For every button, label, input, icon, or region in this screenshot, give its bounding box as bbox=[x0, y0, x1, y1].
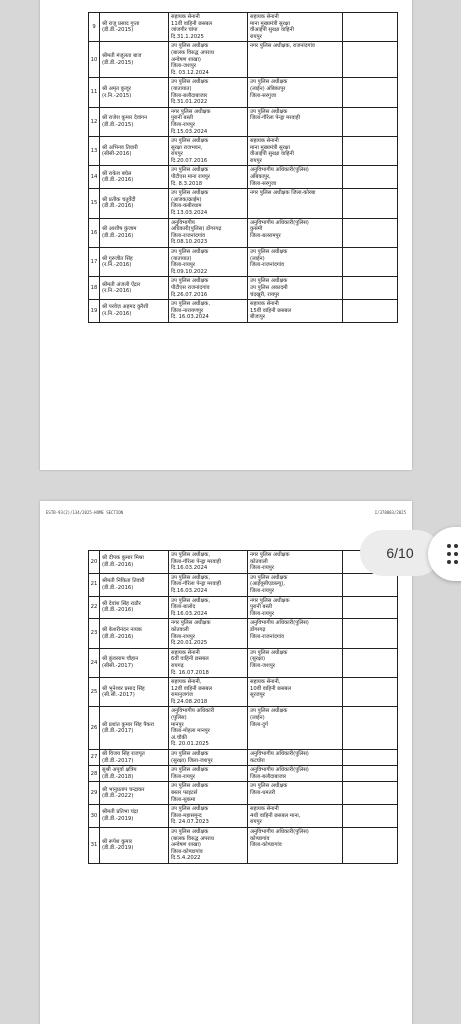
serial-number: 25 bbox=[89, 678, 100, 707]
remarks-cell bbox=[343, 707, 398, 750]
new-posting: उप पुलिस अधीक्षक (लाईन) जिला-दुर्ग bbox=[248, 707, 343, 750]
remarks-cell bbox=[343, 218, 398, 247]
document-page-5 bbox=[40, 0, 412, 470]
officer-name: श्री देवांश सिंह राठौर (डी.डी.-2016) bbox=[100, 596, 169, 619]
current-posting: नगर पुलिस अधीक्षक पुरानी बस्ती जिला-रायपुर दि.15.03.2024 bbox=[169, 107, 248, 136]
current-posting: उप पुलिस अधीक्षक (बालक विरुद्ध अपराध अन्वेषण शाखा) जिला-जशपुर दि. 03.12.2024 bbox=[169, 42, 248, 78]
officer-name: श्री केशरीनंदन नायक (डी.डी.-2016) bbox=[100, 619, 169, 648]
remarks-cell bbox=[343, 137, 398, 166]
current-posting: उप पुलिस अधीक्षक, जिला-नारायणपुर दि. 16.03.2024 bbox=[169, 300, 248, 323]
table-row bbox=[89, 678, 398, 707]
file-reference: ESTB-93(2)/134/2025-HOME SECTION bbox=[46, 510, 124, 515]
remarks-cell bbox=[343, 596, 398, 619]
table-row bbox=[89, 107, 398, 136]
remarks-cell bbox=[343, 678, 398, 707]
table-row bbox=[89, 248, 398, 277]
new-posting: अनुविभागीय अधिकारी(पुलिस) जिला-बलौदाबाजार bbox=[248, 766, 343, 782]
new-posting: उप पुलिस अधीक्षक उप पुलिस अकादमी चंदखुरी, रायपुर bbox=[248, 277, 343, 300]
new-posting: सहायक सेनानी, 10वीं वाहिनी छसबल सूरजपुर bbox=[248, 678, 343, 707]
current-posting: उप पुलिस अधीक्षक (यातायात) जिला-रायपुर दि.09.10.2022 bbox=[169, 248, 248, 277]
current-posting: उप पुलिस अधीक्षक, जिला-बालोद दि.16.03.2024 bbox=[169, 596, 248, 619]
table-row bbox=[89, 42, 398, 78]
officer-name: श्री रूपेश कुमार (डी.डी.-2019) bbox=[100, 827, 169, 863]
table-row bbox=[89, 750, 398, 766]
table-row bbox=[89, 189, 398, 218]
new-posting: नगर पुलिस अधीक्षक जिला-कोरबा bbox=[248, 189, 343, 218]
new-posting: नगर पुलिस अधीक्षक, राजनांदगांव bbox=[248, 42, 343, 78]
table-row bbox=[89, 78, 398, 107]
serial-number: 14 bbox=[89, 166, 100, 189]
current-posting: सहायक सेनानी 11वीं वाहिनी छसबल जांजगीर चांपा दि.31.1.2025 bbox=[169, 13, 248, 42]
officer-name: श्री आशीष कुंजाम (डी.डी.-2016) bbox=[100, 218, 169, 247]
officer-name: श्री कुंवरराम चौहान (सीसी.-2017) bbox=[100, 648, 169, 677]
current-posting: सहायक सेनानी, 12वीं वाहिनी छसबल रामानुजगंज दि.24.08.2018 bbox=[169, 678, 248, 707]
remarks-cell bbox=[343, 277, 398, 300]
table-row bbox=[89, 619, 398, 648]
serial-number: 23 bbox=[89, 619, 100, 648]
current-posting: उप पुलिस अधीक्षक (बालक विरुद्ध अपराध अन्वेषण शाखा) जिला-कोण्डागांव दि.5.4.2022 bbox=[169, 827, 248, 863]
serial-number: 19 bbox=[89, 300, 100, 323]
serial-number: 22 bbox=[89, 596, 100, 619]
new-posting: उप पुलिस अधीक्षक (लाईन) अंबिकापुर जिला-सरगुजा bbox=[248, 78, 343, 107]
current-posting: उप पुलिस अधीक्षक (यातायात) जिला-बलौदाबाजार दि.31.01.2022 bbox=[169, 78, 248, 107]
serial-number: 31 bbox=[89, 827, 100, 863]
table-row bbox=[89, 13, 398, 42]
table-row bbox=[89, 218, 398, 247]
table-row bbox=[89, 805, 398, 828]
serial-number: 9 bbox=[89, 13, 100, 42]
current-posting: अनुविभागीय अधिकारी(पुलिस) डोंगरगढ़ जिला-राजनांदगांव दि.08.10.2023 bbox=[169, 218, 248, 247]
new-posting: सहायक सेनानी माना मुख्यमंत्री सुरक्षा वीआईपी सुरक्षा वाहिनी रायपुर bbox=[248, 13, 343, 42]
remarks-cell bbox=[343, 13, 398, 42]
officer-name: श्री प्रशांत कुमार सिंह पैकरा (डी.डी.-2017) bbox=[100, 707, 169, 750]
new-posting: सहायक सेनानी 15वीं वाहिनी छसबल बीजापुर bbox=[248, 300, 343, 323]
serial-number: 13 bbox=[89, 137, 100, 166]
current-posting: नगर पुलिस अधीक्षक कोतवाली जिला-रायपुर दि.20.01.2025 bbox=[169, 619, 248, 648]
current-posting: उप पुलिस अधीक्षक जिला-रायपुर bbox=[169, 766, 248, 782]
remarks-cell bbox=[343, 766, 398, 782]
remarks-cell bbox=[343, 648, 398, 677]
remarks-cell bbox=[343, 805, 398, 828]
remarks-cell bbox=[343, 782, 398, 805]
remarks-cell bbox=[343, 248, 398, 277]
officer-name: श्री प्रतीक चतुर्वेदी (डी.डी.-2016) bbox=[100, 189, 169, 218]
officer-name: श्री अभिनव तिवारी (सीसी-2016) bbox=[100, 137, 169, 166]
officer-name: श्री राकेश बघेल (डी.डी.-2016) bbox=[100, 166, 169, 189]
new-posting: उप पुलिस अधीक्षक जिला-गौरेला पेन्ड्रा मरवाही bbox=[248, 107, 343, 136]
officer-name: श्रीमती निकिता तिवारी (डी.डी.-2016) bbox=[100, 573, 169, 596]
new-posting: अनुविभागीय अधिकारी(पुलिस) कटघोरा bbox=[248, 750, 343, 766]
serial-number: 10 bbox=[89, 42, 100, 78]
current-posting: उप पुलिस अधीक्षक (आजक/क्राईम) जिला-कबीरधाम दि.13.03.2024 bbox=[169, 189, 248, 218]
new-posting: अनुविभागीय अधिकारी(पुलिस) अंबिकापुर, जिला-सरगुजा bbox=[248, 166, 343, 189]
officer-name: सुश्री अपूर्वा क्षत्रिय (डी.डी.-2018) bbox=[100, 766, 169, 782]
officer-name: श्रीमती अंजली ऐंद्रार (र.नि.-2016) bbox=[100, 277, 169, 300]
scroll-handle[interactable] bbox=[428, 527, 461, 581]
remarks-cell bbox=[343, 78, 398, 107]
remarks-cell bbox=[343, 619, 398, 648]
document-page-6 bbox=[40, 501, 412, 1024]
serial-number: 30 bbox=[89, 805, 100, 828]
serial-number: 21 bbox=[89, 573, 100, 596]
officer-name: श्री अमृत कुजूर (र.नि.-2015) bbox=[100, 78, 169, 107]
serial-number: 17 bbox=[89, 248, 100, 277]
serial-number: 16 bbox=[89, 218, 100, 247]
officer-name: श्री दीपक कुमार मिश्रा (डी.डी.-2016) bbox=[100, 551, 169, 574]
current-posting: उप पुलिस अधीक्षक बस्तर फाइटर्स जिला-सुकमा bbox=[169, 782, 248, 805]
officer-name: श्री राजू प्रसाद गुप्ता (डी.डी.-2015) bbox=[100, 13, 169, 42]
officer-name: श्री भानुप्रताप चन्द्राकर (डी.डी.-2022) bbox=[100, 782, 169, 805]
serial-number: 15 bbox=[89, 189, 100, 218]
current-posting: उप पुलिस अधीक्षक (सुरक्षा) जिला-जशपुर bbox=[169, 750, 248, 766]
remarks-cell bbox=[343, 189, 398, 218]
serial-number: 20 bbox=[89, 551, 100, 574]
current-posting: उप पुलिस अधीक्षक जिला-महासमुन्द दि. 24.07.2023 bbox=[169, 805, 248, 828]
officer-name: श्रीमती प्रतिभा चंद्रा (डी.डी.-2019) bbox=[100, 805, 169, 828]
new-posting: अनुविभागीय अधिकारी(पुलिस) कोण्डागांव जिला-कोण्डागांव bbox=[248, 827, 343, 863]
serial-number: 26 bbox=[89, 707, 100, 750]
current-posting: उप पुलिस अधीक्षक पीटीएस माना रायपुर दि. 8.3.2018 bbox=[169, 166, 248, 189]
table-row bbox=[89, 766, 398, 782]
table-row bbox=[89, 166, 398, 189]
current-posting: उप पुलिस अधीक्षक, जिला-गौरेला पेन्ड्रा मरवाही दि.16.03.2024 bbox=[169, 551, 248, 574]
officer-name: श्री भुनेश्वर प्रसाद सिंह (सी.सी.-2017) bbox=[100, 678, 169, 707]
new-posting: उप पुलिस अधीक्षक (आईयूसीएडब्ल्यू), जिला-रायपुर bbox=[248, 573, 343, 596]
table-row bbox=[89, 782, 398, 805]
table-row bbox=[89, 551, 398, 574]
table-row bbox=[89, 827, 398, 863]
table-row bbox=[89, 137, 398, 166]
remarks-cell bbox=[343, 166, 398, 189]
remarks-cell bbox=[343, 573, 398, 596]
officer-name: श्रीमती मंजूलता बाज (डी.डी.-2015) bbox=[100, 42, 169, 78]
officer-name: श्री परवेज़ अहमद कुरैशी (र.नि.-2016) bbox=[100, 300, 169, 323]
new-posting: नगर पुलिस अधीक्षक कोतवाली जिला-रायपुर bbox=[248, 551, 343, 574]
new-posting: अनुविभागीय अधिकारी(पुलिस) डोंगरगढ़ जिला-राजनांदगांव bbox=[248, 619, 343, 648]
new-posting: नगर पुलिस अधीक्षक पुरानी बस्ती जिला-रायपुर bbox=[248, 596, 343, 619]
remarks-cell bbox=[343, 42, 398, 78]
new-posting: उप पुलिस अधीक्षक जिला-धमतरी bbox=[248, 782, 343, 805]
serial-number: 29 bbox=[89, 782, 100, 805]
serial-number: 24 bbox=[89, 648, 100, 677]
transfer-table-page-5 bbox=[88, 12, 398, 323]
current-posting: अनुविभागीय अधिकारी (पुलिस) मानपुर जिला-मोहला मानपुर अं.चौकी दि. 20.01.2025 bbox=[169, 707, 248, 750]
officer-name: श्री गुरुजीत सिंह (र.नि.-2016) bbox=[100, 248, 169, 277]
officer-name: श्री राजेश कुमार देवांगन (डी.डी.-2015) bbox=[100, 107, 169, 136]
current-posting: सहायक सेनानी 6वीं वाहिनी छसबल रायगढ़ दि. 16.07.2018 bbox=[169, 648, 248, 677]
serial-number: 18 bbox=[89, 277, 100, 300]
serial-number: 28 bbox=[89, 766, 100, 782]
document-number: I/378803/2025 bbox=[374, 510, 406, 515]
new-posting: अनुविभागीय अधिकारी(पुलिस) कुसमी जिला-बलरामपुर bbox=[248, 218, 343, 247]
serial-number: 27 bbox=[89, 750, 100, 766]
serial-number: 12 bbox=[89, 107, 100, 136]
current-posting: उप पुलिस अधीक्षक सुरक्षा राजभवन, रायपुर दि.20.07.2016 bbox=[169, 137, 248, 166]
new-posting: सहायक सेनानी 4थी वाहिनी छसबल माना, रायपुर bbox=[248, 805, 343, 828]
serial-number: 11 bbox=[89, 78, 100, 107]
remarks-cell bbox=[343, 827, 398, 863]
new-posting: सहायक सेनानी माना मुख्यमंत्री सुरक्षा वीआईपी सुरक्षा वाहिनी रायपुर bbox=[248, 137, 343, 166]
table-row bbox=[89, 300, 398, 323]
remarks-cell bbox=[343, 107, 398, 136]
page-header bbox=[46, 510, 406, 515]
current-posting: उप पुलिस अधीक्षक, जिला-गौरेला पेन्ड्रा मरवाही दि.16.03.2024 bbox=[169, 573, 248, 596]
page-indicator: 6/10 bbox=[360, 530, 440, 576]
officer-name: श्री विजय सिंह राजपूत (डी.डी.-2017) bbox=[100, 750, 169, 766]
new-posting: उप पुलिस अधीक्षक (सुरक्षा) जिला-जशपुर bbox=[248, 648, 343, 677]
table-row bbox=[89, 648, 398, 677]
new-posting: उप पुलिस अधीक्षक (लाईन) जिला-राजनांदगांव bbox=[248, 248, 343, 277]
transfer-table-page-6 bbox=[88, 550, 398, 864]
table-row bbox=[89, 596, 398, 619]
table-row bbox=[89, 277, 398, 300]
remarks-cell bbox=[343, 300, 398, 323]
remarks-cell bbox=[343, 750, 398, 766]
table-row bbox=[89, 573, 398, 596]
table-row bbox=[89, 707, 398, 750]
current-posting: उप पुलिस अधीक्षक पीटीएस राजनांदगांव दि.26.07.2016 bbox=[169, 277, 248, 300]
